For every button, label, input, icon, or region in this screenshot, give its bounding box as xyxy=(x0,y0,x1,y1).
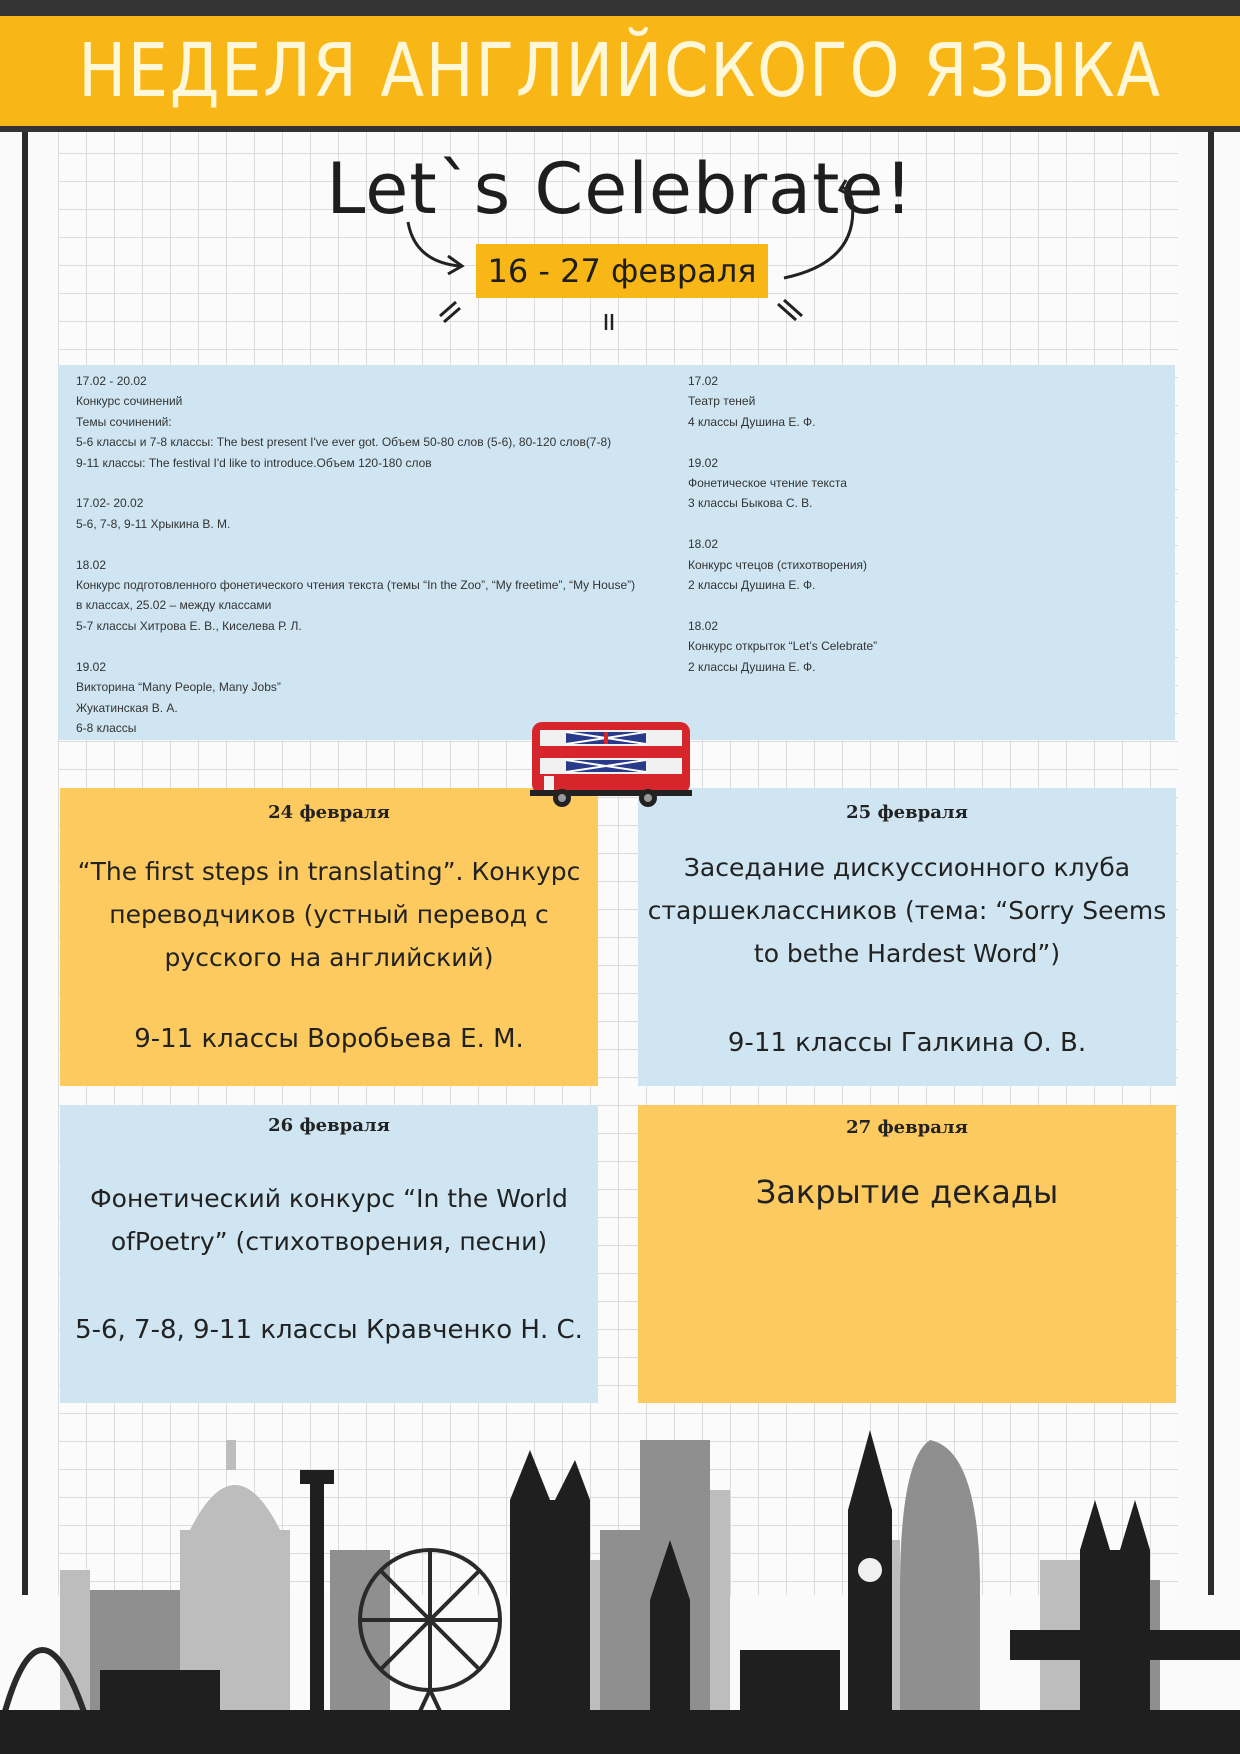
schedule-left-column: 17.02 - 20.02 Конкурс сочинений Темы сочинений: 5-6 классы и 7-8 классы: The best present I've ever got. Объем 50-80 слов (5-6), 80-120 слов(7-8) 9-11 классы: The festival I'd like to introduce.Объем 120-180 слов 17.02- 20.02 5-6, 7-8, 9-11 Хрыкина В. М. 18.02 Конкурс подготовленного фонетического чтения текста (темы “In the Zoo”, “My freetime”, “My House”) в классах, 25.02 – между классами 5-7 классы Хитрова Е. В., Киселева Р. Л. 19.02 Викторина “Many People, Many Jobs” Жукатинская В. А. 6-8 классы xyxy=(76,374,636,735)
card-title: Заседание дискуссионного клуба старшеклассников (тема: “Sorry Seems to bethe Hardest Word”) xyxy=(647,853,1167,968)
frame-right-border xyxy=(1208,125,1214,1595)
london-bus-icon xyxy=(530,720,694,808)
card-teacher: 9-11 классы Галкина О. В. xyxy=(727,1028,1087,1058)
date-range-badge: 16 - 27 февраля xyxy=(476,244,768,298)
card-date: 27 февраля xyxy=(846,1117,968,1138)
celebrate-heading: Let`s Celebrate! xyxy=(326,148,914,230)
card-teacher: 9-11 классы Воробьева Е. М. xyxy=(134,1024,524,1054)
card-title: “The first steps in translating”. Конкурс переводчиков (устный перевод с русского на английский) xyxy=(77,857,581,972)
card-date: 26 февраля xyxy=(268,1115,390,1136)
london-skyline-icon xyxy=(0,1420,1240,1754)
event-card-25 xyxy=(638,788,1176,1086)
frame-left-border xyxy=(22,125,28,1595)
card-date: 25 февраля xyxy=(846,802,968,823)
card-date: 24 февраля xyxy=(268,802,390,823)
card-title: Фонетический конкурс “In the World ofPoetry” (стихотворения, песни) xyxy=(90,1184,568,1256)
card-teacher: 5-6, 7-8, 9-11 классы Кравченко Н. С. xyxy=(75,1315,583,1345)
page-title: НЕДЕЛЯ АНГЛИЙСКОГО ЯЗЫКА xyxy=(78,28,1162,114)
event-card-26 xyxy=(60,1105,598,1403)
event-card-24 xyxy=(60,788,598,1086)
event-card-27 xyxy=(638,1105,1176,1403)
schedule-panel xyxy=(58,365,1175,740)
card-title: Закрытие декады xyxy=(755,1173,1059,1211)
schedule-right-column: 17.02 Театр теней 4 классы Душина Е. Ф. 19.02 Фонетическое чтение текста 3 классы Быкова С. В. 18.02 Конкурс чтецов (стихотворения) 2 классы Душина Е. Ф. 18.02 Конкурс открыток “Let’s Celebrate” 2 классы Душина Е. Ф. xyxy=(688,374,878,674)
